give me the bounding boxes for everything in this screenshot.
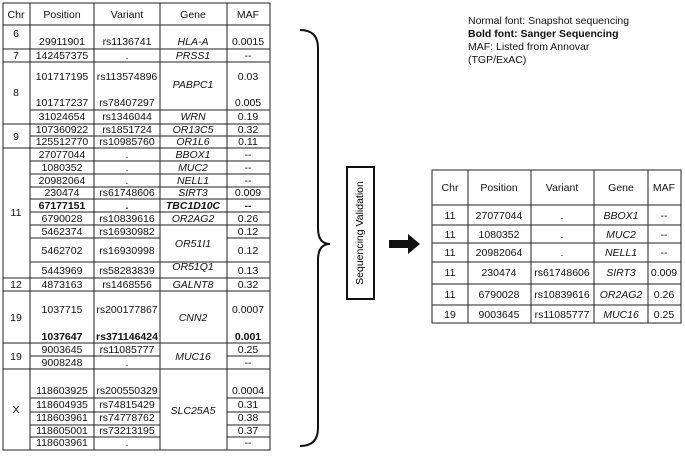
gene-cell: MUC16 [175,351,211,363]
right-chr-cell: 19 [444,309,456,321]
variant-cell: rs1468556 [102,279,152,291]
right-maf-cell: -- [660,229,668,241]
position-cell: 118603925 [36,385,88,397]
arrow-icon [389,234,420,254]
variant-cell: . [125,200,129,212]
right-gene-cell: MUC16 [603,309,639,321]
right-position-cell: 230474 [481,267,517,279]
variant-cell: rs200177867 [96,304,158,316]
right-maf-cell: 0.25 [653,309,675,321]
maf-cell: 0.25 [237,344,259,356]
variant-cell: rs1136741 [102,36,152,48]
variant-cell: . [125,50,129,62]
variant-cell: rs10985760 [99,136,155,148]
position-cell: 29911901 [39,36,85,48]
gene-cell: OR13C5 [172,124,214,136]
right-position-cell: 9003645 [478,309,520,321]
right-header-variant: Variant [545,182,579,194]
maf-cell: -- [244,175,252,187]
maf-cell: 0.38 [237,412,259,424]
variant-cell: rs113574896 [96,71,158,83]
legend [468,15,629,66]
right-variant-cell: . [560,229,564,241]
variant-cell: rs16930998 [99,245,155,257]
right-variant-cell: rs10839616 [534,289,590,301]
variant-cell: rs74815429 [99,399,155,411]
maf-cell: -- [244,357,252,369]
right-variant-cell: . [560,210,564,222]
right-header-gene: Gene [608,182,634,194]
position-cell: 6790028 [41,213,83,225]
variant-cell: rs58283839 [99,265,155,277]
chr-cell: 12 [10,279,22,291]
variant-cell: rs10839616 [99,213,155,225]
maf-cell: -- [244,50,252,62]
left-header-maf: MAF [236,9,260,21]
maf-cell: 0.0007 [231,304,265,316]
right-header-chr: Chr [441,182,459,194]
variant-cell: rs371146424 [96,331,158,343]
left-header-gene: Gene [180,9,206,21]
sequencing-validation-label: Sequencing Validation [353,181,366,285]
right-variant-cell: rs61748606 [534,267,590,279]
maf-cell: -- [244,149,252,161]
right-maf-cell: -- [660,247,668,259]
gene-cell: OR51Q1 [172,261,214,273]
maf-cell: 0.11 [238,136,258,148]
legend-maf-line1: MAF: Listed from Annovar [468,41,590,53]
variant-cell: . [125,175,129,187]
chr-cell: 11 [10,207,22,219]
chr-cell: 19 [10,351,22,363]
gene-cell: HLA-A [177,36,209,48]
curly-brace [300,30,330,446]
position-cell: 1037647 [41,331,83,343]
position-cell: 142457375 [35,50,89,62]
right-gene-cell: SIRT3 [606,267,636,279]
legend-maf-line2: (TGP/ExAC) [468,54,527,66]
right-gene-cell: MUC2 [606,229,636,241]
position-cell: 4873163 [41,279,83,291]
maf-cell: 0.26 [237,213,259,225]
position-cell: 67177151 [38,200,86,212]
gene-cell: CNN2 [178,312,208,324]
chr-cell: 19 [10,312,22,324]
right-header-position: Position [480,182,518,194]
position-cell: 118604935 [36,399,88,411]
position-cell: 31024654 [38,111,86,123]
maf-cell: -- [244,162,252,174]
right-chr-cell: 11 [444,267,456,279]
left-table [3,3,270,450]
right-maf-cell: 0.26 [653,289,675,301]
position-cell: 9008248 [41,357,83,369]
variant-cell: . [125,437,129,449]
chr-cell: 6 [13,28,19,40]
legend-bold: Bold font: Sanger Sequencing [468,28,619,40]
position-cell: 27077044 [38,149,86,161]
gene-cell: TBC1D10C [165,200,221,212]
gene-cell: MUC2 [178,162,208,174]
maf-cell: -- [244,200,252,212]
maf-cell: 0.13 [237,265,259,277]
variant-cell: rs200550329 [96,385,158,397]
right-position-cell: 1080352 [478,229,520,241]
right-chr-cell: 11 [444,210,456,222]
right-variant-cell: rs11085777 [534,309,590,321]
variant-cell: rs1851724 [102,124,152,136]
maf-cell: 0.31 [237,399,259,411]
maf-cell: 0.12 [237,226,259,238]
variant-cell: rs74778762 [99,412,155,424]
variant-cell: rs1346044 [102,111,152,123]
position-cell: 20982064 [38,175,86,187]
legend-normal: Normal font: Snapshot sequencing [468,15,630,27]
right-chr-cell: 11 [444,289,456,301]
gene-cell: GALNT8 [172,279,214,291]
maf-cell: 0.37 [237,425,259,437]
chr-cell: 8 [13,87,19,99]
position-cell: 230474 [44,187,80,199]
gene-cell: OR1L6 [176,136,210,148]
maf-cell: 0.0004 [231,385,265,397]
maf-cell: 0.03 [237,71,259,83]
gene-cell: SLC25A5 [170,405,216,417]
maf-cell: 0.005 [234,97,262,109]
right-variant-cell: . [560,247,564,259]
left-header-position: Position [43,9,81,21]
right-chr-cell: 11 [444,229,456,241]
position-cell: 101717237 [35,97,89,109]
variant-cell: rs73213195 [99,425,155,437]
gene-cell: WRN [180,111,206,123]
variant-cell: rs78407297 [99,97,155,109]
variant-cell: . [125,357,129,369]
left-header-variant: Variant [110,9,144,21]
chr-cell: 7 [13,50,19,62]
gene-cell: SIRT3 [178,187,208,199]
position-cell: 1080352 [41,162,83,174]
maf-cell: 0.001 [234,331,262,343]
position-cell: 5462374 [41,226,83,238]
position-cell: 118605001 [36,425,88,437]
variant-cell: rs16930982 [99,226,155,238]
gene-cell: BBOX1 [175,149,211,161]
right-header-maf: MAF [652,182,676,194]
right-gene-cell: OR2AG2 [599,289,643,301]
maf-cell: 0.19 [237,111,259,123]
position-cell: 118603961 [36,437,88,449]
maf-cell: 0.12 [237,245,259,257]
variant-cell: . [125,162,129,174]
variant-cell: rs61748606 [99,187,155,199]
right-gene-cell: BBOX1 [603,210,639,222]
right-maf-cell: -- [660,210,668,222]
position-cell: 101717195 [35,71,89,83]
chr-cell: X [12,404,20,416]
variant-cell: . [125,149,129,161]
left-header-chr: Chr [7,9,25,21]
maf-cell: 0.32 [237,279,259,291]
right-maf-cell: 0.009 [650,267,678,279]
chr-cell: 9 [13,131,19,143]
gene-cell: NELL1 [176,175,210,187]
gene-cell: OR2AG2 [171,213,215,225]
position-cell: 5443969 [41,265,83,277]
gene-cell: PABPC1 [172,79,214,91]
gene-cell: OR51I1 [174,238,212,250]
right-position-cell: 27077044 [475,210,523,222]
variant-cell: rs11085777 [99,344,155,356]
position-cell: 118603961 [36,412,88,424]
position-cell: 1037715 [41,304,83,316]
maf-cell: 0.009 [234,187,262,199]
right-chr-cell: 11 [444,247,456,259]
maf-cell: -- [244,437,252,449]
gene-cell: PRSS1 [175,50,211,62]
position-cell: 125512770 [35,136,89,148]
position-cell: 9003645 [41,344,83,356]
position-cell: 107360922 [35,124,89,136]
right-position-cell: 20982064 [475,247,523,259]
maf-cell: 0.32 [237,124,259,136]
right-position-cell: 6790028 [478,289,520,301]
position-cell: 5462702 [41,245,83,257]
right-table [432,170,681,323]
right-gene-cell: NELL1 [604,247,638,259]
maf-cell: 0.0015 [231,36,265,48]
